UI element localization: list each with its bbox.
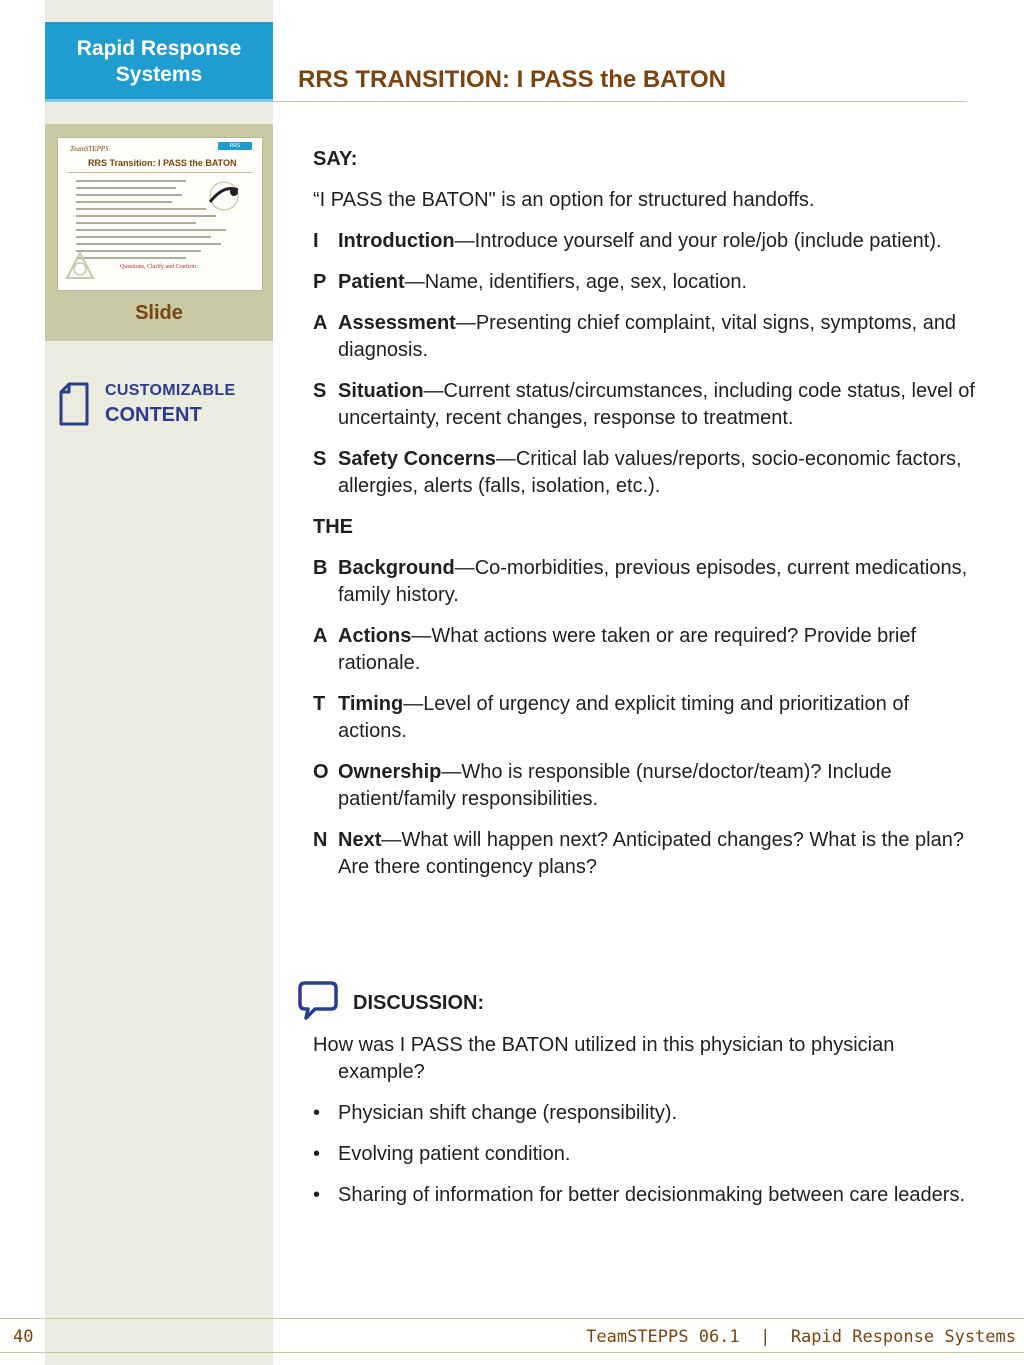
mnemonic-item xyxy=(313,378,978,432)
say-section xyxy=(313,146,978,895)
bullet-text: Sharing of information for better decisionmaking between care leaders. xyxy=(338,1184,966,1206)
mnemonic-term: Patient xyxy=(338,271,405,293)
thumbnail-line xyxy=(76,194,182,196)
discussion-bullet xyxy=(313,1100,978,1127)
mnemonic-term: Timing xyxy=(338,693,404,715)
mnemonic-item xyxy=(313,827,978,881)
thumbnail-title: RRS Transition: I PASS the BATON xyxy=(88,158,237,168)
slide-label: Slide xyxy=(135,302,183,324)
mnemonic-text: —Who is responsible (nurse/doctor/team)? Include patient/family responsibilities. xyxy=(338,761,892,810)
bullet-text: Evolving patient condition. xyxy=(338,1143,571,1165)
mnemonic-letter: P xyxy=(313,271,327,293)
thumbnail-line xyxy=(76,187,176,189)
mnemonic-letter: I xyxy=(313,230,319,252)
mnemonic-letter: A xyxy=(313,312,328,334)
thumbnail-line xyxy=(76,229,226,231)
bullet-text: Physician shift change (responsibility). xyxy=(338,1102,678,1124)
mnemonic-text: —Current status/circumstances, including code status, level of uncertainty, recent changes, response to treatment. xyxy=(338,380,975,429)
mnemonic-term: Assessment xyxy=(338,312,456,334)
mnemonic-term: Safety Concerns xyxy=(338,448,496,470)
footer-divider-top xyxy=(0,1318,1024,1319)
mnemonic-term: Situation xyxy=(338,380,424,402)
mnemonic-item xyxy=(313,691,978,745)
baton-icon xyxy=(204,180,244,212)
discussion-section xyxy=(313,1032,978,1223)
mnemonic-text: —Name, identifiers, age, sex, location. xyxy=(404,271,748,293)
thumbnail-line xyxy=(76,243,221,245)
the-label: THE xyxy=(313,516,353,538)
slide-panel xyxy=(45,124,273,341)
thumbnail-line xyxy=(76,222,196,224)
thumbnail-rule xyxy=(68,172,252,173)
page-title: RRS TRANSITION: I PASS the BATON xyxy=(298,66,727,93)
thumbnail-footer: Questions, Clarify and Confirm xyxy=(120,264,196,270)
discussion-question: How was I PASS the BATON utilized in this physician to physician example? xyxy=(313,1034,895,1083)
document-icon xyxy=(58,382,90,426)
mnemonic-text: —Presenting chief complaint, vital signs, symptoms, and diagnosis. xyxy=(338,312,957,361)
discussion-heading-row xyxy=(297,980,697,1024)
content-label: CONTENT xyxy=(105,404,202,426)
customizable-content-badge xyxy=(58,380,268,440)
mnemonic-item xyxy=(313,228,978,255)
section-tab xyxy=(45,22,273,102)
mnemonic-letter: S xyxy=(313,380,327,402)
page-number: 40 xyxy=(13,1327,34,1347)
say-intro: “I PASS the BATON" is an option for structured handoffs. xyxy=(313,189,815,211)
title-divider xyxy=(273,101,967,102)
speech-bubble-icon xyxy=(297,980,339,1022)
mnemonic-item xyxy=(313,623,978,677)
thumbnail-line xyxy=(76,201,172,203)
mnemonic-text: —Level of urgency and explicit timing and prioritization of actions. xyxy=(338,693,910,742)
mnemonic-text: —What will happen next? Anticipated changes? What is the plan? Are there contingency plans? xyxy=(338,829,964,878)
mnemonic-text: —Co-morbidities, previous episodes, current medications, family history. xyxy=(338,557,968,606)
section-tab-label: Rapid Response Systems xyxy=(76,37,242,86)
mnemonic-item xyxy=(313,759,978,813)
mnemonic-term: Ownership xyxy=(338,761,442,783)
mnemonic-letter: N xyxy=(313,829,328,851)
bullet-dot: • xyxy=(313,1102,321,1124)
thumbnail-line xyxy=(76,215,216,217)
footer-divider-bottom xyxy=(0,1352,1024,1353)
mnemonic-term: Background xyxy=(338,557,455,579)
mnemonic-letter: T xyxy=(313,693,326,715)
mnemonic-term: Introduction xyxy=(338,230,455,252)
mnemonic-letter: O xyxy=(313,761,329,783)
mnemonic-item xyxy=(313,555,978,609)
mnemonic-letter: S xyxy=(313,448,327,470)
mnemonic-letter: B xyxy=(313,557,328,579)
mnemonic-text: —What actions were taken or are required? Provide brief rationale. xyxy=(338,625,917,674)
mnemonic-letter: A xyxy=(313,625,328,647)
discussion-bullet xyxy=(313,1182,978,1209)
discussion-heading: DISCUSSION: xyxy=(353,992,485,1014)
thumbnail-tag: RRS xyxy=(218,142,252,150)
discussion-bullet xyxy=(313,1141,978,1168)
thumbnail-line xyxy=(76,180,186,182)
thumbnail-line xyxy=(76,236,211,238)
thumbnail-line xyxy=(76,208,206,210)
mnemonic-item xyxy=(313,310,978,364)
mnemonic-term: Next xyxy=(338,829,382,851)
mnemonic-term: Actions xyxy=(338,625,412,647)
say-heading: SAY: xyxy=(313,148,358,170)
mnemonic-item xyxy=(313,269,978,296)
slide-thumbnail xyxy=(57,137,263,291)
customizable-label: CUSTOMIZABLE xyxy=(105,382,236,399)
teamstepps-triangle-icon xyxy=(64,250,96,282)
bullet-dot: • xyxy=(313,1184,321,1206)
mnemonic-item xyxy=(313,446,978,500)
footer-text: TeamSTEPPS 06.1 | Rapid Response Systems xyxy=(586,1327,1016,1347)
mnemonic-text: —Critical lab values/reports, socio-economic factors, allergies, alerts (falls, isolation, etc.). xyxy=(338,448,962,497)
thumbnail-brand: TeamSTEPPS xyxy=(70,145,109,153)
bullet-dot: • xyxy=(313,1143,321,1165)
mnemonic-text: —Introduce yourself and your role/job (include patient). xyxy=(454,230,942,252)
